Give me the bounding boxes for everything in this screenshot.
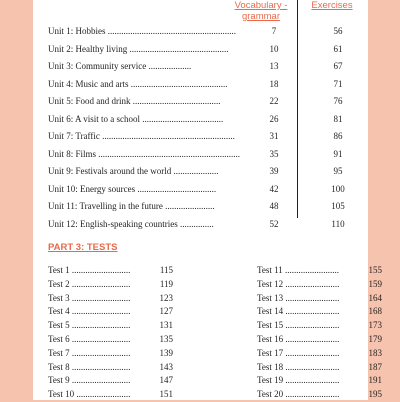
test-page: 139 (159, 347, 173, 358)
vocab-page: 10 (269, 43, 279, 54)
test-row[interactable] (257, 264, 382, 278)
test-row[interactable] (48, 319, 173, 333)
vocab-page: 42 (269, 183, 279, 194)
vocab-page: 39 (269, 166, 279, 176)
test-label: Test 3 .......................... (48, 292, 131, 303)
test-label: Test 1 .......................... (48, 265, 131, 275)
vocab-page: 13 (269, 61, 279, 71)
unit-row[interactable] (48, 23, 363, 41)
exercises-page: 105 (331, 201, 345, 211)
test-page: 173 (368, 320, 382, 331)
unit-row[interactable] (48, 76, 363, 94)
vocab-page: 7 (271, 26, 277, 36)
vocab-page: 26 (269, 113, 279, 124)
test-label: Test 9 .......................... (48, 375, 131, 386)
test-page: 151 (159, 389, 173, 400)
test-row[interactable] (257, 305, 382, 319)
test-page: 179 (368, 333, 382, 344)
unit-row[interactable] (48, 163, 363, 181)
exercises-page: 86 (333, 131, 343, 141)
exercises-page: 110 (331, 218, 345, 229)
test-label: Test 15 ........................ (257, 320, 340, 331)
test-page: 119 (159, 278, 173, 289)
test-row[interactable] (48, 333, 173, 347)
unit-row[interactable] (48, 58, 363, 76)
unit-row[interactable] (48, 111, 363, 129)
test-page: 164 (368, 292, 382, 303)
unit-label: Unit 3: Community service ................... (48, 61, 192, 71)
test-row[interactable] (48, 388, 173, 402)
test-row[interactable] (257, 361, 382, 375)
test-label: Test 2 .......................... (48, 278, 131, 289)
test-row[interactable] (257, 319, 382, 333)
unit-label: Unit 1: Hobbies ......................................................... (48, 26, 236, 36)
unit-row[interactable] (48, 181, 363, 199)
test-page: 183 (368, 347, 382, 358)
test-page: 155 (368, 265, 382, 275)
test-label: Test 4 .......................... (48, 306, 131, 317)
exercises-page: 76 (333, 96, 343, 106)
table-of-contents-page (33, 0, 382, 400)
exercises-page: 67 (333, 61, 343, 71)
test-page: 135 (159, 333, 173, 344)
test-label: Test 16 ........................ (257, 333, 340, 344)
test-page: 115 (159, 265, 173, 275)
test-label: Test 13 ........................ (257, 292, 340, 303)
tests-list-right (257, 264, 382, 402)
test-page: 143 (159, 361, 173, 372)
test-label: Test 8 .......................... (48, 361, 131, 372)
test-label: Test 17 ........................ (257, 347, 340, 358)
unit-label: Unit 7: Traffic ........................................................... (48, 131, 235, 141)
test-label: Test 5 .......................... (48, 320, 131, 331)
test-row[interactable] (257, 333, 382, 347)
unit-row[interactable] (48, 93, 363, 111)
test-label: Test 11 ........................ (257, 265, 340, 275)
test-page: 127 (159, 306, 173, 317)
test-page: 195 (368, 389, 382, 400)
vocab-page: 48 (269, 201, 279, 211)
test-row[interactable] (257, 374, 382, 388)
test-row[interactable] (48, 278, 173, 292)
vocab-page: 35 (269, 148, 279, 159)
exercises-heading: Exercises (311, 0, 353, 11)
test-label: Test 7 .......................... (48, 347, 131, 358)
part-3-heading: PART 3: TESTS (48, 242, 118, 253)
test-row[interactable] (257, 347, 382, 361)
unit-label: Unit 4: Music and arts ........................................... (48, 78, 228, 89)
test-label: Test 10 ........................ (48, 389, 131, 400)
test-label: Test 6 .......................... (48, 333, 131, 344)
test-page: 159 (368, 278, 382, 289)
exercises-page: 61 (333, 43, 343, 54)
unit-label: Unit 12: English-speaking countries ............... (48, 218, 214, 229)
unit-label: Unit 2: Healthy living ............................................ (48, 43, 229, 54)
test-page: 123 (159, 292, 173, 303)
unit-label: Unit 10: Energy sources ................................... (48, 183, 217, 194)
test-row[interactable] (48, 374, 173, 388)
test-row[interactable] (257, 388, 382, 402)
test-page: 191 (368, 375, 382, 386)
unit-row[interactable] (48, 146, 363, 164)
test-label: Test 19 ........................ (257, 375, 340, 386)
test-page: 131 (159, 320, 173, 331)
vocab-page: 22 (269, 96, 279, 106)
vocabulary-grammar-heading: Vocabulary - grammar (234, 0, 288, 22)
exercises-page: 91 (333, 148, 343, 159)
unit-row[interactable] (48, 216, 363, 234)
test-row[interactable] (48, 305, 173, 319)
test-row[interactable] (48, 292, 173, 306)
test-row[interactable] (48, 361, 173, 375)
vocab-page: 18 (269, 78, 279, 89)
vocab-page: 31 (269, 131, 279, 141)
unit-label: Unit 6: A visit to a school .................................... (48, 113, 224, 124)
exercises-page: 81 (333, 113, 343, 124)
unit-label: Unit 8: Films ............................................................... (48, 148, 241, 159)
test-label: Test 20 ........................ (257, 389, 340, 400)
unit-row[interactable] (48, 128, 363, 146)
unit-row[interactable] (48, 41, 363, 59)
exercises-page: 71 (333, 78, 343, 89)
unit-label: Unit 9: Festivals around the world .................... (48, 166, 219, 176)
unit-label: Unit 5: Food and drink ....................................... (48, 96, 221, 106)
test-page: 168 (368, 306, 382, 317)
exercises-page: 95 (333, 166, 343, 176)
test-label: Test 18 ........................ (257, 361, 340, 372)
tests-list-left (48, 264, 173, 402)
test-row[interactable] (48, 347, 173, 361)
unit-list (48, 23, 363, 233)
test-row[interactable] (257, 292, 382, 306)
test-label: Test 12 ........................ (257, 278, 340, 289)
test-row[interactable] (257, 278, 382, 292)
exercises-page: 100 (331, 183, 345, 194)
test-row[interactable] (48, 264, 173, 278)
test-label: Test 14 ........................ (257, 306, 340, 317)
vocab-page: 52 (269, 218, 279, 229)
unit-row[interactable] (48, 198, 363, 216)
exercises-page: 56 (333, 26, 343, 36)
test-page: 147 (159, 375, 173, 386)
unit-label: Unit 11: Travelling in the future ...................... (48, 201, 215, 211)
test-page: 187 (368, 361, 382, 372)
